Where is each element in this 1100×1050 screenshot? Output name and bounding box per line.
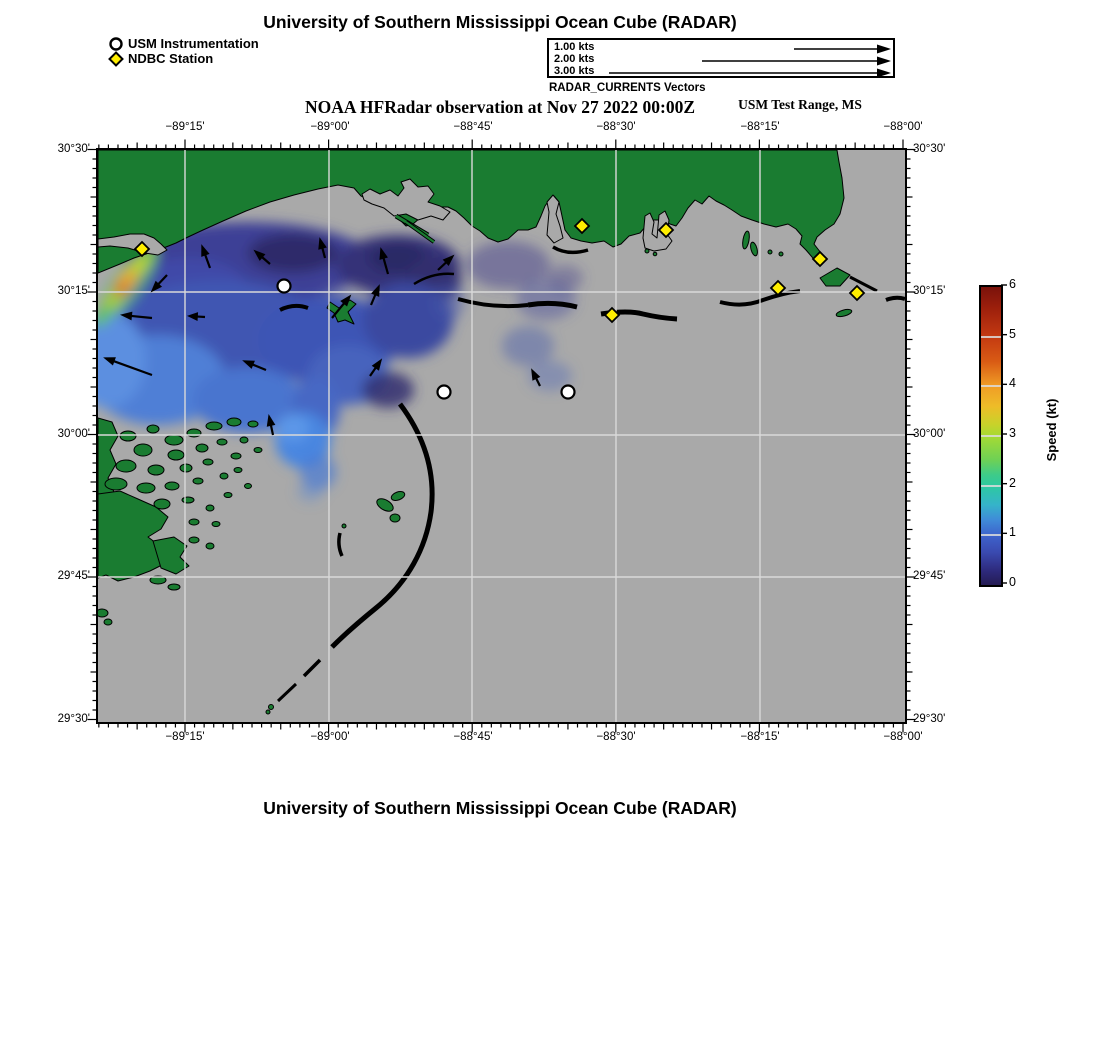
x-tick-label: −89°15' — [165, 731, 205, 743]
vector-scale-label: 1.00 kts — [554, 41, 595, 53]
marker-legend — [108, 36, 259, 66]
vector-scale-title: RADAR_CURRENTS Vectors — [549, 82, 706, 94]
y-tick-label: 29°45' — [57, 570, 90, 582]
observation-subtitle: NOAA HFRadar observation at Nov 27 2022 00:00Z — [304, 97, 696, 117]
colorbar-label: Speed (kt) — [1044, 398, 1059, 462]
island-right-edge — [886, 298, 905, 300]
range-label: USM Test Range, MS — [738, 97, 862, 112]
x-tick-label: −88°45' — [453, 731, 493, 743]
vector-scale-label: 3.00 kts — [554, 65, 595, 77]
colorbar-gridline — [981, 435, 1001, 437]
map-canvas — [96, 148, 907, 724]
y-tick-label: 29°45' — [913, 570, 946, 582]
colorbar-gridline — [981, 385, 1001, 387]
footer-title: University of Southern Mississippi Ocean Cube (RADAR) — [263, 798, 737, 818]
map-svg — [98, 150, 905, 722]
colorbar-tick-label: 3 — [1009, 426, 1016, 440]
x-tick-label: −88°30' — [596, 731, 636, 743]
usm-instrument-marker — [562, 386, 575, 399]
legend-label-usm: USM Instrumentation — [128, 36, 259, 51]
legend-item-usm — [108, 36, 259, 51]
x-tick-label: −88°30' — [596, 121, 636, 133]
colorbar-tick-label: 6 — [1009, 277, 1016, 291]
colorbar-gridline — [981, 534, 1001, 536]
x-tick-label: −89°00' — [310, 731, 350, 743]
x-tick-label: −88°00' — [883, 121, 923, 133]
y-tick-label: 30°30' — [913, 143, 946, 155]
x-tick-label: −89°00' — [310, 121, 350, 133]
usm-instrument-marker — [438, 386, 451, 399]
colorbar-gridline — [981, 336, 1001, 338]
colorbar-tick-label: 1 — [1009, 525, 1016, 540]
page-title: University of Southern Mississippi Ocean Cube (RADAR) — [263, 12, 737, 32]
y-tick-label: 30°00' — [57, 428, 90, 440]
x-tick-label: −88°00' — [883, 731, 923, 743]
y-tick-label: 30°00' — [913, 428, 946, 440]
legend-item-ndbc — [108, 51, 259, 66]
circle-marker-icon — [108, 36, 124, 52]
y-tick-label: 29°30' — [913, 713, 946, 725]
vector-scale-box — [547, 38, 895, 78]
x-tick-label: −88°45' — [453, 121, 493, 133]
colorbar-tick-label: 4 — [1009, 376, 1016, 391]
x-tick-label: −88°15' — [740, 121, 780, 133]
colorbar-gridline — [981, 485, 1001, 487]
x-tick-label: −88°15' — [740, 731, 780, 743]
vector-scale-arrows — [549, 40, 893, 76]
colorbar-tick-label: 5 — [1009, 326, 1016, 341]
colorbar — [979, 285, 1003, 587]
colorbar-tick-label: 2 — [1009, 475, 1016, 490]
legend-label-ndbc: NDBC Station — [128, 51, 214, 66]
diamond-marker-icon — [108, 51, 124, 67]
y-tick-label: 30°15' — [913, 285, 946, 297]
y-tick-label: 29°30' — [57, 713, 90, 725]
colorbar-tick-label: 0 — [1009, 575, 1016, 589]
y-tick-label: 30°15' — [57, 285, 90, 297]
y-tick-label: 30°30' — [57, 143, 90, 155]
vector-scale-label: 2.00 kts — [554, 53, 595, 65]
x-tick-label: −89°15' — [165, 121, 205, 133]
usm-instrument-marker — [278, 280, 291, 293]
